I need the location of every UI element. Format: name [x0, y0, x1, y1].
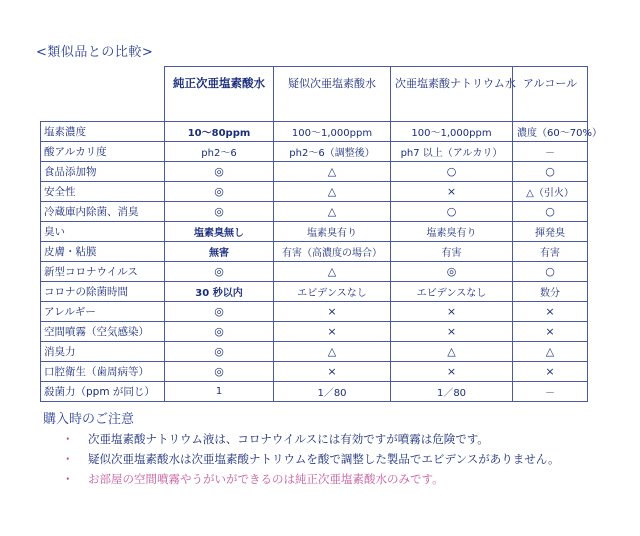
table-row — [41, 242, 588, 262]
table-cell: ph2～6（調整後） — [274, 142, 391, 162]
header-corner — [41, 67, 165, 122]
table-cell: ◎ — [165, 362, 274, 382]
table-cell: － — [513, 142, 588, 162]
comparison-table — [40, 66, 602, 402]
table-cell: － — [513, 382, 588, 402]
table-cell: 塩素臭有り — [274, 222, 391, 242]
table-row — [41, 142, 588, 162]
table-cell: ◎ — [165, 182, 274, 202]
row-label: アレルギー — [41, 302, 165, 322]
table-cell: ◎ — [165, 202, 274, 222]
table-cell: △ — [274, 342, 391, 362]
table-cell: 10～80ppm — [165, 122, 274, 142]
header-pseudo-hypochlorous: 疑似次亜塩素酸水 — [274, 67, 391, 122]
table-cell: ◎ — [165, 162, 274, 182]
table-cell: △ — [274, 262, 391, 282]
table-cell: × — [391, 322, 513, 342]
table-cell: △ — [274, 182, 391, 202]
note-text: お部屋の空間噴霧やうがいができるのは純正次亜塩素酸水のみです。 — [88, 472, 444, 486]
bullet-icon: ・ — [62, 452, 74, 466]
row-label: 口腔衛生（歯周病等） — [41, 362, 165, 382]
table-cell: 100～1,000ppm — [274, 122, 391, 142]
note-item — [62, 449, 560, 469]
table-cell: 濃度（60～70%） — [513, 122, 588, 142]
row-label: 消臭力 — [41, 342, 165, 362]
table-cell: 揮発臭 — [513, 222, 588, 242]
table-cell: △ — [274, 202, 391, 222]
row-label: 空間噴霧（空気感染） — [41, 322, 165, 342]
table-row — [41, 302, 588, 322]
table-row — [41, 282, 588, 302]
table-cell: △ — [391, 342, 513, 362]
table-cell: × — [274, 302, 391, 322]
table-cell: × — [513, 322, 588, 342]
section-heading: <類似品との比較> — [36, 45, 154, 60]
notes-list — [62, 429, 560, 489]
note-item — [62, 429, 560, 449]
note-text: 次亜塩素酸ナトリウム液は、コロナウイルスには有効ですが噴霧は危険です。 — [88, 432, 489, 446]
row-label: 酸アルカリ度 — [41, 142, 165, 162]
table-cell: ○ — [513, 262, 588, 282]
table-row — [41, 322, 588, 342]
table-cell: 100～1,000ppm — [391, 122, 513, 142]
table-cell: × — [274, 322, 391, 342]
table-cell: ph2～6 — [165, 142, 274, 162]
bullet-icon: ・ — [62, 472, 74, 486]
row-label: 食品添加物 — [41, 162, 165, 182]
table-cell: ○ — [391, 202, 513, 222]
table-row — [41, 222, 588, 242]
table-row — [41, 262, 588, 282]
table-cell: 有害（高濃度の場合） — [274, 242, 391, 262]
table-cell: 1／80 — [274, 382, 391, 402]
table-cell: × — [513, 302, 588, 322]
table-cell: 1 — [165, 382, 274, 402]
table-cell: エビデンスなし — [274, 282, 391, 302]
table-row — [41, 202, 588, 222]
table-row — [41, 182, 588, 202]
table-body — [41, 122, 602, 402]
notes-title: 購入時のご注意 — [43, 412, 135, 427]
table-cell: 塩素臭有り — [391, 222, 513, 242]
row-label: 安全性 — [41, 182, 165, 202]
table-cell: 30 秒以内 — [165, 282, 274, 302]
table-cell: △（引火） — [513, 182, 588, 202]
row-label: 新型コロナウイルス — [41, 262, 165, 282]
table-row — [41, 342, 588, 362]
table-cell: △ — [274, 162, 391, 182]
table-row — [41, 362, 588, 382]
table-cell: 有害 — [391, 242, 513, 262]
table-cell: ◎ — [165, 262, 274, 282]
note-text: 疑似次亜塩素酸水は次亜塩素酸ナトリウムを酸で調整した製品でエビデンスがありません。 — [88, 452, 560, 466]
table-cell: ◎ — [391, 262, 513, 282]
table-cell: 有害 — [513, 242, 588, 262]
table-cell: ○ — [513, 162, 588, 182]
header-sodium-hypochlorite: 次亜塩素酸ナトリウム水 — [391, 67, 513, 122]
table-cell: エビデンスなし — [391, 282, 513, 302]
table-cell: × — [274, 362, 391, 382]
table-cell: 塩素臭無し — [165, 222, 274, 242]
table-cell: △ — [513, 342, 588, 362]
table-cell: 数分 — [513, 282, 588, 302]
table-cell: × — [391, 302, 513, 322]
header-alcohol: アルコール — [513, 67, 588, 122]
header-pure-hypochlorous: 純正次亜塩素酸水 — [165, 67, 274, 122]
table-cell: ◎ — [165, 342, 274, 362]
bullet-icon: ・ — [62, 432, 74, 446]
table-row — [41, 382, 588, 402]
table-cell: ◎ — [165, 322, 274, 342]
table-header-row — [41, 67, 588, 122]
row-label: 冷蔵庫内除菌、消臭 — [41, 202, 165, 222]
row-label: 皮膚・粘膜 — [41, 242, 165, 262]
table-cell: 無害 — [165, 242, 274, 262]
note-item — [62, 469, 560, 489]
table-row — [41, 162, 588, 182]
table-cell: ◎ — [165, 302, 274, 322]
row-label: コロナの除菌時間 — [41, 282, 165, 302]
table-cell: ○ — [513, 202, 588, 222]
table-cell: × — [513, 362, 588, 382]
table-cell: ph7 以上（アルカリ） — [391, 142, 513, 162]
table-cell: 1／80 — [391, 382, 513, 402]
row-label: 臭い — [41, 222, 165, 242]
row-label: 殺菌力（ppm が同じ） — [41, 382, 165, 402]
table-cell: × — [391, 362, 513, 382]
table-cell: ○ — [391, 162, 513, 182]
table-row — [41, 122, 588, 142]
table-cell: × — [391, 182, 513, 202]
row-label: 塩素濃度 — [41, 122, 165, 142]
